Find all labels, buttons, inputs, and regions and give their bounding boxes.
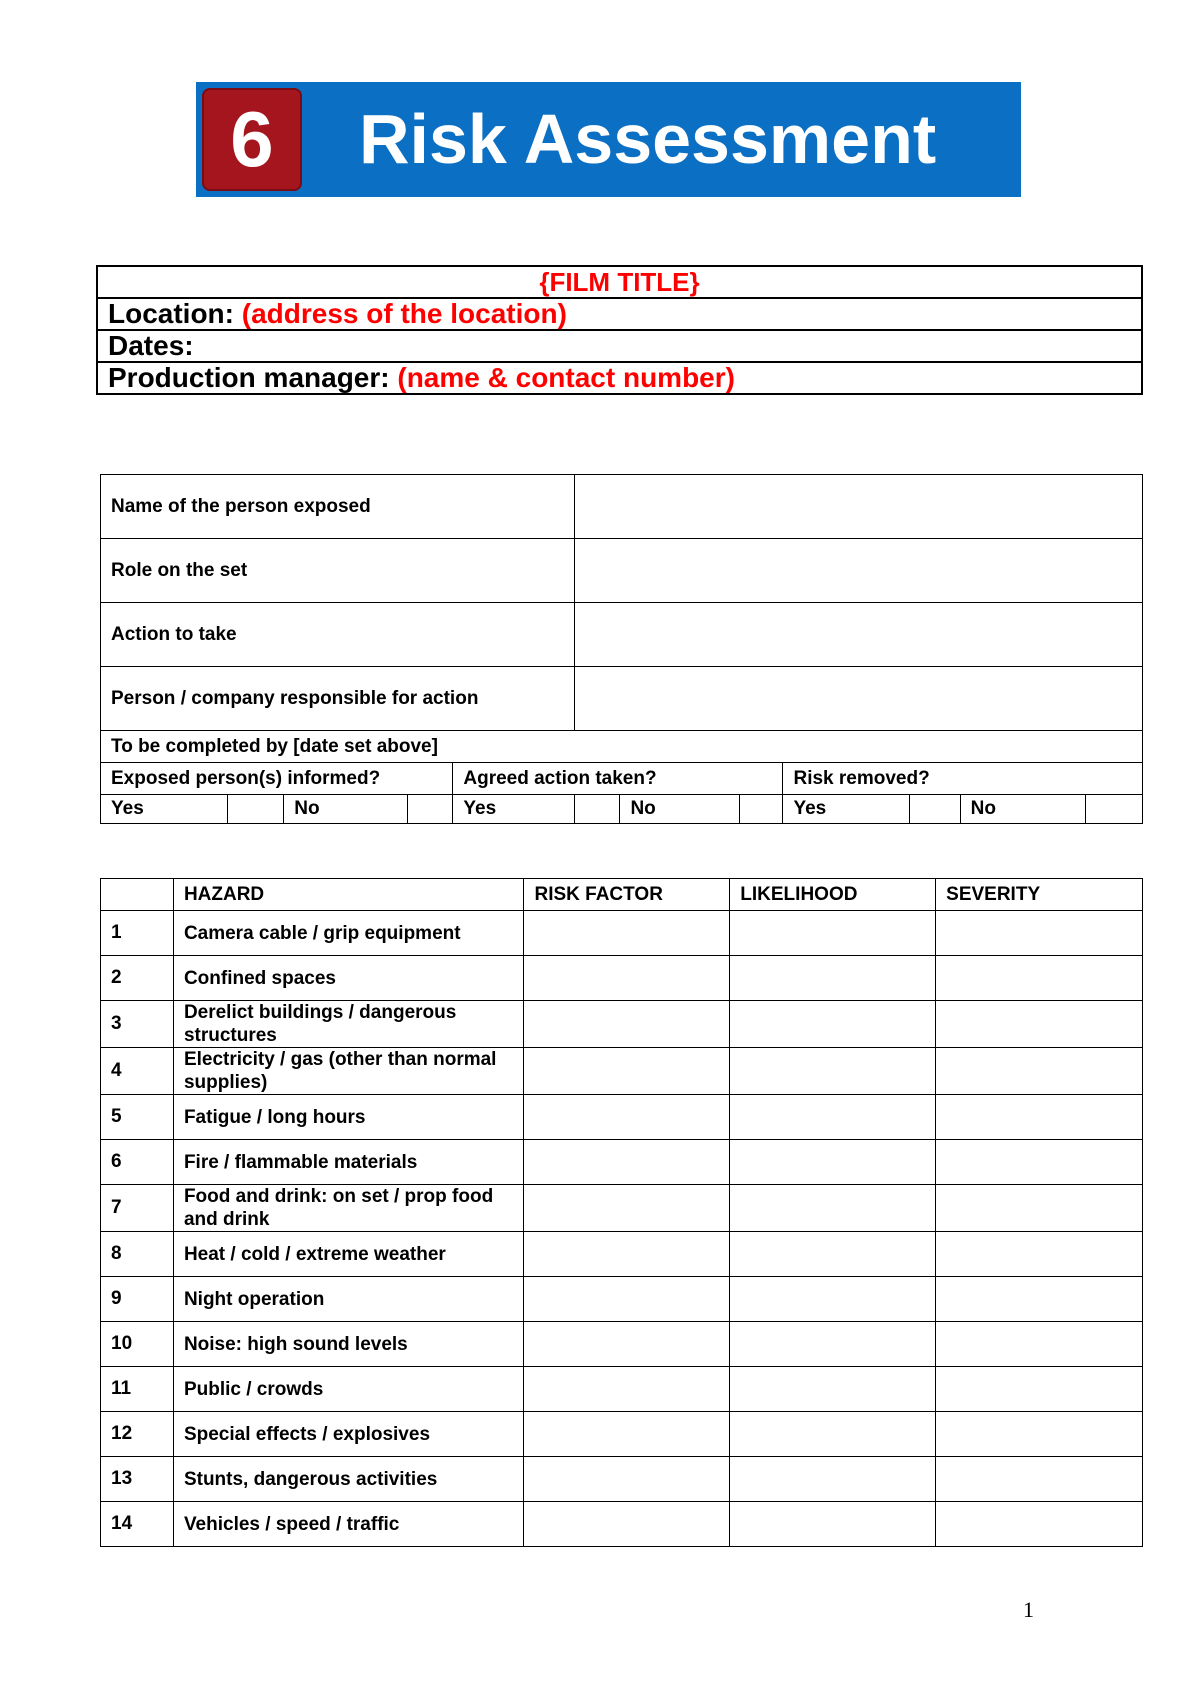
risk-factor-cell[interactable] [524,1048,730,1095]
header-risk-factor: RISK FACTOR [524,879,730,911]
severity-cell[interactable] [936,1502,1143,1547]
severity-cell[interactable] [936,1095,1143,1140]
responsible-label: Person / company responsible for action [101,667,575,731]
severity-cell[interactable] [936,1185,1143,1232]
table-row [101,1277,1143,1322]
agreed-yes-checkbox[interactable] [574,795,620,824]
hazard-name: Night operation [173,1277,524,1322]
severity-cell[interactable] [936,956,1143,1001]
hazard-name: Noise: high sound levels [173,1322,524,1367]
likelihood-cell[interactable] [730,956,936,1001]
removed-no-label: No [960,795,1086,824]
table-row [101,1140,1143,1185]
risk-factor-cell[interactable] [524,1457,730,1502]
table-row [101,1185,1143,1232]
risk-factor-cell[interactable] [524,911,730,956]
severity-cell[interactable] [936,1457,1143,1502]
likelihood-cell[interactable] [730,1001,936,1048]
name-exposed-field[interactable] [574,475,1142,539]
table-row [101,911,1143,956]
hazard-number: 1 [101,911,174,956]
table-row [101,1048,1143,1095]
hazard-name: Food and drink: on set / prop food and drink [173,1185,524,1232]
removed-yes-checkbox[interactable] [910,795,961,824]
risk-factor-cell[interactable] [524,956,730,1001]
table-row [101,1502,1143,1547]
hazard-number: 4 [101,1048,174,1095]
informed-label: Exposed person(s) informed? [101,763,453,795]
table-row [101,1001,1143,1048]
hazard-number: 13 [101,1457,174,1502]
risk-factor-cell[interactable] [524,1001,730,1048]
agreed-yes-label: Yes [453,795,575,824]
action-field[interactable] [574,603,1142,667]
agreed-label: Agreed action taken? [453,763,783,795]
name-exposed-label: Name of the person exposed [101,475,575,539]
severity-cell[interactable] [936,1140,1143,1185]
likelihood-cell[interactable] [730,1367,936,1412]
hazard-name: Heat / cold / extreme weather [173,1232,524,1277]
severity-cell[interactable] [936,1232,1143,1277]
production-info-table [96,265,1143,395]
likelihood-cell[interactable] [730,911,936,956]
removed-label: Risk removed? [783,763,1143,795]
risk-factor-cell[interactable] [524,1502,730,1547]
severity-cell[interactable] [936,1367,1143,1412]
risk-factor-cell[interactable] [524,1095,730,1140]
hazard-name: Fatigue / long hours [173,1095,524,1140]
informed-no-label: No [284,795,408,824]
agreed-no-label: No [620,795,739,824]
hazard-name: Public / crowds [173,1367,524,1412]
likelihood-cell[interactable] [730,1502,936,1547]
hazard-name: Confined spaces [173,956,524,1001]
hazard-number: 12 [101,1412,174,1457]
risk-factor-cell[interactable] [524,1277,730,1322]
likelihood-cell[interactable] [730,1140,936,1185]
severity-cell[interactable] [936,1277,1143,1322]
header-likelihood: LIKELIHOOD [730,879,936,911]
hazard-number: 3 [101,1001,174,1048]
severity-cell[interactable] [936,1322,1143,1367]
likelihood-cell[interactable] [730,1457,936,1502]
hazard-number: 5 [101,1095,174,1140]
risk-factor-cell[interactable] [524,1232,730,1277]
likelihood-cell[interactable] [730,1048,936,1095]
hazard-number: 6 [101,1140,174,1185]
table-row [101,956,1143,1001]
likelihood-cell[interactable] [730,1277,936,1322]
severity-cell[interactable] [936,1048,1143,1095]
hazard-number: 7 [101,1185,174,1232]
responsible-field[interactable] [574,667,1142,731]
hazard-name: Stunts, dangerous activities [173,1457,524,1502]
film-title[interactable]: {FILM TITLE} [97,266,1142,298]
likelihood-cell[interactable] [730,1322,936,1367]
header-number [101,879,174,911]
hazard-name: Fire / flammable materials [173,1140,524,1185]
page-title: Risk Assessment [359,100,937,178]
risk-factor-cell[interactable] [524,1412,730,1457]
severity-cell[interactable] [936,911,1143,956]
hazard-name: Electricity / gas (other than normal supplies) [173,1048,524,1095]
hazard-name: Camera cable / grip equipment [173,911,524,956]
table-row [101,1412,1143,1457]
location-label: Location: [108,298,234,329]
likelihood-cell[interactable] [730,1412,936,1457]
removed-no-checkbox[interactable] [1086,795,1143,824]
risk-factor-cell[interactable] [524,1367,730,1412]
likelihood-cell[interactable] [730,1185,936,1232]
informed-no-checkbox[interactable] [407,795,453,824]
table-row [101,1457,1143,1502]
likelihood-cell[interactable] [730,1232,936,1277]
severity-cell[interactable] [936,1001,1143,1048]
page-number: 1 [1023,1597,1034,1622]
table-row [101,1232,1143,1277]
severity-cell[interactable] [936,1412,1143,1457]
location-value: (address of the location) [241,298,567,329]
dates-row[interactable] [97,330,1142,362]
table-row [101,1322,1143,1367]
informed-yes-label: Yes [101,795,228,824]
hazard-number: 14 [101,1502,174,1547]
removed-yes-label: Yes [783,795,910,824]
person-action-table [100,474,1143,824]
agreed-no-checkbox[interactable] [739,795,783,824]
dates-label: Dates: [108,330,194,361]
section-number-badge [202,88,302,191]
likelihood-cell[interactable] [730,1095,936,1140]
hazard-name: Special effects / explosives [173,1412,524,1457]
completed-by-label: To be completed by [date set above] [101,731,1143,763]
title-banner [196,82,1021,197]
informed-yes-checkbox[interactable] [227,795,284,824]
header-severity: SEVERITY [936,879,1143,911]
hazard-table [100,878,1143,1547]
hazard-number: 2 [101,956,174,1001]
risk-factor-cell[interactable] [524,1322,730,1367]
hazard-name: Derelict buildings / dangerous structures [173,1001,524,1048]
production-manager-label: Production manager: [108,362,390,393]
table-row [101,1095,1143,1140]
hazard-name: Vehicles / speed / traffic [173,1502,524,1547]
action-label: Action to take [101,603,575,667]
production-manager-row[interactable] [97,362,1142,394]
location-row[interactable] [97,298,1142,330]
role-label: Role on the set [101,539,575,603]
hazard-number: 9 [101,1277,174,1322]
hazard-number: 10 [101,1322,174,1367]
hazard-number: 11 [101,1367,174,1412]
header-hazard: HAZARD [173,879,524,911]
role-field[interactable] [574,539,1142,603]
production-manager-value: (name & contact number) [397,362,735,393]
hazard-number: 8 [101,1232,174,1277]
risk-factor-cell[interactable] [524,1140,730,1185]
section-number: 6 [230,95,274,183]
table-row [101,1367,1143,1412]
risk-factor-cell[interactable] [524,1185,730,1232]
